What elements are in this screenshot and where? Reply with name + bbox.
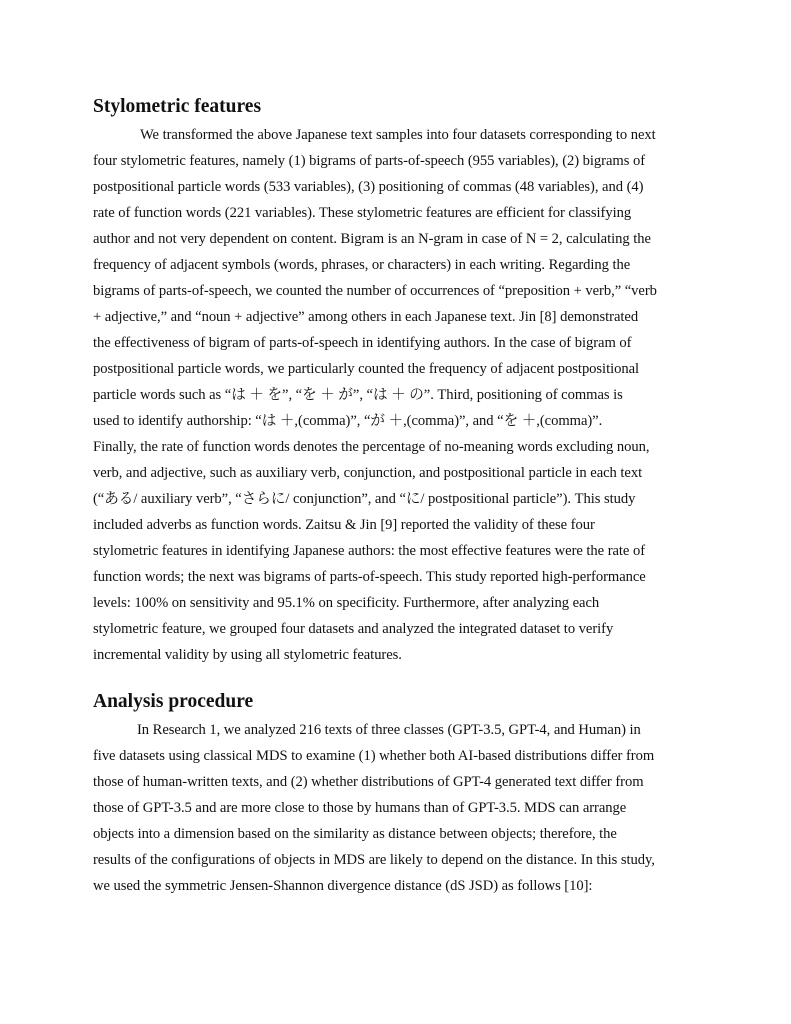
section-heading-stylometric-features: Stylometric features	[93, 96, 262, 117]
paragraph-line: we used the symmetric Jensen-Shannon divergence distance (dS JSD) as follows [10]:	[93, 878, 593, 894]
paragraph-line: bigrams of parts-of-speech, we counted the number of occurrences of “preposition + verb,” “verb	[93, 283, 657, 299]
paragraph-line: We transformed the above Japanese text samples into four datasets corresponding to next	[140, 127, 656, 143]
paragraph-line: those of human-written texts, and (2) whether distributions of GPT-4 generated text differ from	[93, 774, 644, 790]
paragraph-line: verb, and adjective, such as auxiliary verb, conjunction, and postpositional particle in each text	[93, 465, 643, 481]
paragraph-line: particle words such as “は ＋ を”, “を ＋ が”, “は ＋ の”. Third, positioning of commas is	[93, 387, 623, 403]
paragraph-line: those of GPT-3.5 and are more close to those by humans than of GPT-3.5. MDS can arrange	[93, 800, 627, 816]
paragraph-line: stylometric feature, we grouped four datasets and analyzed the integrated dataset to verify	[93, 621, 614, 637]
paragraph-line: used to identify authorship: “は ＋,(comma)”, “が ＋,(comma)”, and “を ＋,(comma)”.	[93, 413, 603, 429]
section-heading-analysis-procedure: Analysis procedure	[93, 691, 254, 712]
paragraph-line: author and not very dependent on content. Bigram is an N-gram in case of N = 2, calculating the	[93, 231, 651, 247]
paragraph-line: included adverbs as function words. Zaitsu & Jin [9] reported the validity of these four	[93, 517, 595, 533]
paragraph-line: frequency of adjacent symbols (words, phrases, or characters) in each writing. Regarding the	[93, 257, 631, 273]
paragraph-line: the effectiveness of bigram of parts-of-speech in identifying authors. In the case of bigram of	[93, 335, 632, 351]
paragraph-line: incremental validity by using all stylometric features.	[93, 647, 402, 663]
paragraph-line: postpositional particle words, we particularly counted the frequency of adjacent postpositional	[93, 361, 640, 377]
paragraph-line: function words; the next was bigrams of parts-of-speech. This study reported high-performance	[93, 569, 646, 585]
paragraph-line: postpositional particle words (533 variables), (3) positioning of commas (48 variables), and (4)	[93, 179, 644, 195]
paragraph-line: rate of function words (221 variables). These stylometric features are efficient for classifying	[93, 205, 632, 221]
paragraph-line: stylometric features in identifying Japanese authors: the most effective features were the rate of	[93, 543, 646, 559]
paragraph-line: + adjective,” and “noun + adjective” among others in each Japanese text. Jin [8] demonstrated	[93, 309, 639, 325]
paragraph-line: five datasets using classical MDS to examine (1) whether both AI-based distributions differ from	[93, 748, 655, 764]
paragraph-line: four stylometric features, namely (1) bigrams of parts-of-speech (955 variables), (2) bigrams of	[93, 153, 646, 169]
paragraph-line: levels: 100% on sensitivity and 95.1% on specificity. Furthermore, after analyzing each	[93, 595, 600, 611]
paragraph-line: In Research 1, we analyzed 216 texts of three classes (GPT-3.5, GPT-4, and Human) in	[137, 722, 641, 738]
paragraph-line: Finally, the rate of function words denotes the percentage of no-meaning words excluding noun,	[93, 439, 650, 455]
paragraph-line: (“ある/ auxiliary verb”, “さらに/ conjunction”, and “に/ postpositional particle”). This study	[93, 491, 636, 507]
paragraph-line: objects into a dimension based on the similarity as distance between objects; therefore, the	[93, 826, 617, 842]
paragraph-line: results of the configurations of objects in MDS are likely to depend on the distance. In this study,	[93, 852, 655, 868]
